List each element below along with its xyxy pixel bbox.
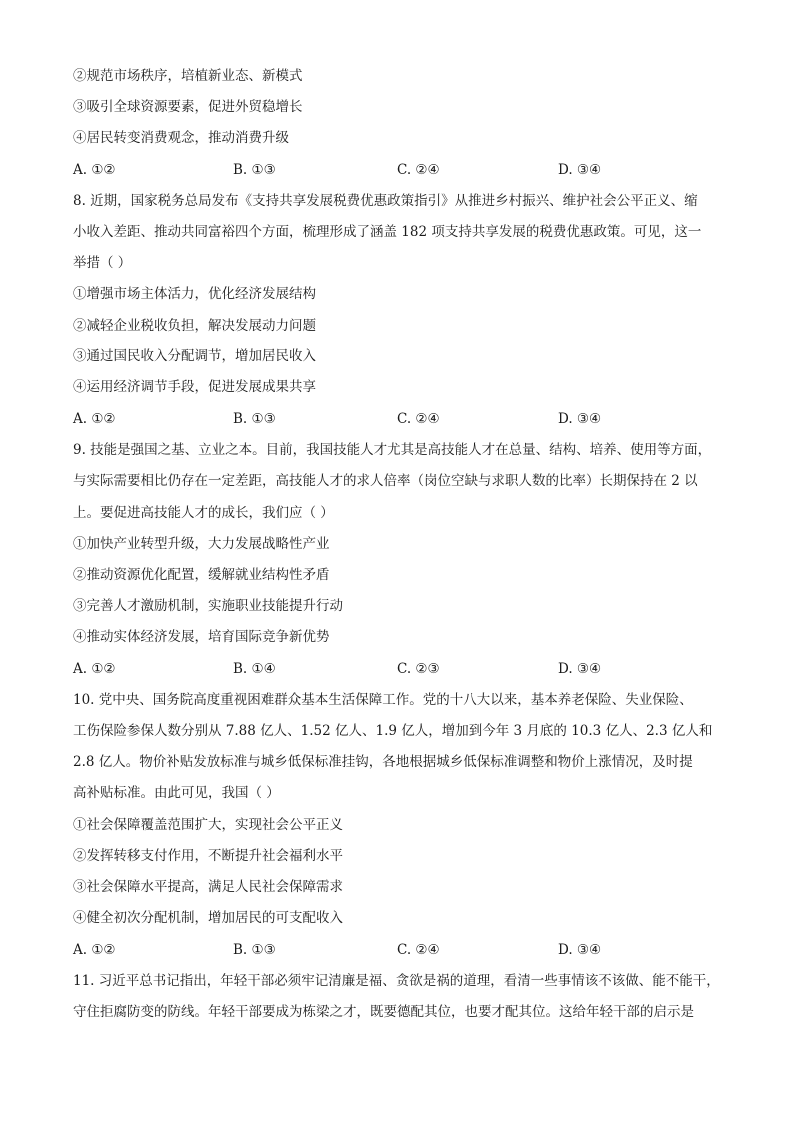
q8-option-d[interactable]: D. ③④: [558, 411, 602, 427]
q9-stem-line-2: 与实际需要相比仍存在一定差距，高技能人才的求人倍率（岗位空缺与求职人数的比率）长期保持在 2 以: [73, 473, 698, 489]
q9-choice-4: ④推动实体经济发展，培育国际竞争新优势: [73, 629, 330, 645]
q8-option-c[interactable]: C. ②④: [397, 411, 440, 427]
q8-stem-line-1: 8. 近期，国家税务总局发布《支持共享发展税费优惠政策指引》从推进乡村振兴、维护社会公平正义、缩: [73, 193, 698, 209]
q7-choice-3: ③吸引全球资源要素，促进外贸稳增长: [73, 99, 303, 115]
q8-stem-line-3: 举措（ ）: [73, 255, 132, 271]
q10-option-b[interactable]: B. ①③: [233, 942, 276, 958]
q10-option-a[interactable]: A. ①②: [73, 942, 116, 958]
q8-stem-line-2: 小收入差距、推动共同富裕四个方面，梳理形成了涵盖 182 项支持共享发展的税费优惠政策。可见，这一: [73, 224, 702, 240]
q8-option-b[interactable]: B. ①③: [233, 411, 276, 427]
q7-option-a[interactable]: A. ①②: [73, 162, 116, 178]
q10-choice-3: ③社会保障水平提高，满足人民社会保障需求: [73, 879, 343, 895]
q10-stem-line-1: 10. 党中央、国务院高度重视困难群众基本生活保障工作。党的十八大以来，基本养老保险、失业保险、: [73, 692, 693, 708]
q8-choice-2: ②减轻企业税收负担，解决发展动力问题: [73, 318, 316, 334]
q7-option-b[interactable]: B. ①③: [233, 162, 276, 178]
q9-stem-line-3: 上。要促进高技能人才的成长，我们应（ ）: [73, 505, 334, 521]
q10-option-c[interactable]: C. ②④: [397, 942, 440, 958]
q8-choice-1: ①增强市场主体活力，优化经济发展结构: [73, 286, 316, 302]
q7-choice-2: ②规范市场秩序，培植新业态、新模式: [73, 68, 303, 84]
q10-stem-line-3: 2.8 亿人。物价补贴发放标准与城乡低保标准挂钩，各地根据城乡低保标准调整和物价上涨情况，及时提: [73, 754, 693, 770]
q10-choice-2: ②发挥转移支付作用，不断提升社会福利水平: [73, 848, 343, 864]
q11-stem-line-1: 11. 习近平总书记指出，年轻干部必须牢记清廉是福、贪欲是祸的道理，看清一些事情该不该做、能不能干，: [73, 973, 720, 989]
q9-stem-line-1: 9. 技能是强国之基、立业之本。目前，我国技能人才尤其是高技能人才在总量、结构、培养、使用等方面，: [73, 442, 712, 458]
q10-stem-line-2: 工伤保险参保人数分别从 7.88 亿人、1.52 亿人、1.9 亿人，增加到今年 3 月底的 10.3 亿人、2.3 亿人和: [73, 723, 713, 739]
q9-option-a[interactable]: A. ①②: [73, 661, 116, 677]
q8-choice-4: ④运用经济调节手段，促进发展成果共享: [73, 379, 316, 395]
q9-choice-3: ③完善人才激励机制，实施职业技能提升行动: [73, 598, 343, 614]
q7-option-c[interactable]: C. ②④: [397, 162, 440, 178]
q10-choice-1: ①社会保障覆盖范围扩大，实现社会公平正义: [73, 817, 343, 833]
q7-option-d[interactable]: D. ③④: [558, 162, 602, 178]
q11-stem-line-2: 守住拒腐防变的防线。年轻干部要成为栋梁之才，既要德配其位，也要才配其位。这给年轻干部的启示是: [73, 1004, 694, 1020]
q7-choice-4: ④居民转变消费观念，推动消费升级: [73, 130, 289, 146]
q9-option-c[interactable]: C. ②③: [397, 661, 440, 677]
q10-stem-line-4: 高补贴标准。由此可见，我国（ ）: [73, 785, 280, 801]
q10-choice-4: ④健全初次分配机制，增加居民的可支配收入: [73, 910, 343, 926]
q8-choice-3: ③通过国民收入分配调节，增加居民收入: [73, 348, 316, 364]
q9-choice-1: ①加快产业转型升级，大力发展战略性产业: [73, 536, 330, 552]
q9-choice-2: ②推动资源优化配置，缓解就业结构性矛盾: [73, 567, 330, 583]
q8-option-a[interactable]: A. ①②: [73, 411, 116, 427]
q10-option-d[interactable]: D. ③④: [558, 942, 602, 958]
q9-option-d[interactable]: D. ③④: [558, 661, 602, 677]
q9-option-b[interactable]: B. ①④: [233, 661, 276, 677]
